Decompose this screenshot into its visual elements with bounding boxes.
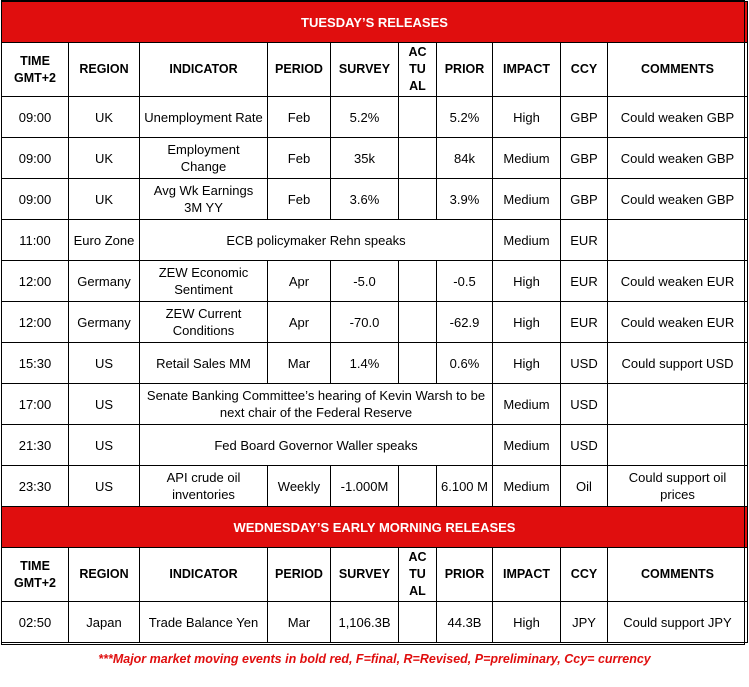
period-cell: Mar [268,602,331,643]
col-header-survey: SURVEY [331,548,399,602]
impact-cell: Medium [493,138,561,179]
indicator-cell: Employment Change [140,138,268,179]
prior-cell: -62.9 [437,302,493,343]
period-cell: Feb [268,179,331,220]
ccy-cell: JPY [561,602,608,643]
survey-cell: -5.0 [331,261,399,302]
ccy-cell: USD [561,343,608,384]
time-cell: 02:50 [2,602,69,643]
ccy-cell: EUR [561,220,608,261]
header-row [2,43,748,97]
actual-cell [399,302,437,343]
actual-header-line2: TU [409,62,426,76]
col-header-prior: PRIOR [437,548,493,602]
col-header-actual [399,43,437,97]
comments-cell: Could weaken EUR [608,302,748,343]
survey-cell: 1,106.3B [331,602,399,643]
time-cell: 11:00 [2,220,69,261]
survey-cell: -70.0 [331,302,399,343]
impact-cell: Medium [493,425,561,466]
table-row [2,602,748,643]
time-cell: 12:00 [2,261,69,302]
survey-cell: 35k [331,138,399,179]
region-cell: US [69,425,140,466]
period-cell: Mar [268,343,331,384]
table-row [2,343,748,384]
col-header-impact: IMPACT [493,548,561,602]
col-header-time [2,43,69,97]
impact-cell: High [493,602,561,643]
period-cell: Feb [268,97,331,138]
time-cell: 09:00 [2,138,69,179]
actual-cell [399,261,437,302]
time-header-line2: GMT+2 [13,70,57,85]
table-row [2,220,748,261]
table-row [2,97,748,138]
time-header-line1: TIME [20,558,50,573]
comments-cell [608,220,748,261]
ccy-cell: EUR [561,261,608,302]
comments-cell [608,384,748,425]
actual-header-line1: AC [408,550,427,564]
survey-cell: 1.4% [331,343,399,384]
event-cell: Fed Board Governor Waller speaks [140,425,493,466]
time-cell: 21:30 [2,425,69,466]
time-header-line1: TIME [20,53,50,68]
header-row [2,548,748,602]
col-header-prior: PRIOR [437,43,493,97]
indicator-cell: ZEW Current Conditions [140,302,268,343]
tuesday-banner: TUESDAY’S RELEASES [2,2,748,43]
actual-cell [399,179,437,220]
table-row [2,302,748,343]
region-cell: UK [69,138,140,179]
prior-cell: 0.6% [437,343,493,384]
col-header-comments: COMMENTS [608,43,748,97]
actual-cell [399,602,437,643]
region-cell: Euro Zone [69,220,140,261]
comments-cell: Could weaken EUR [608,261,748,302]
region-cell: US [69,466,140,507]
col-header-survey: SURVEY [331,43,399,97]
region-cell: US [69,384,140,425]
ccy-cell: USD [561,384,608,425]
comments-cell: Could support oil prices [608,466,748,507]
actual-header-line3: AL [409,79,426,93]
ccy-cell: GBP [561,179,608,220]
table-row [2,384,748,425]
impact-cell: Medium [493,466,561,507]
wednesday-banner: WEDNESDAY’S EARLY MORNING RELEASES [2,507,748,548]
col-header-region: REGION [69,43,140,97]
comments-cell: Could support USD [608,343,748,384]
col-header-indicator: INDICATOR [140,548,268,602]
table-row [2,466,748,507]
comments-cell: Could support JPY [608,602,748,643]
region-cell: UK [69,97,140,138]
actual-cell [399,466,437,507]
impact-cell: Medium [493,384,561,425]
table-row [2,261,748,302]
impact-cell: Medium [493,179,561,220]
col-header-time [2,548,69,602]
indicator-cell: Unemployment Rate [140,97,268,138]
prior-cell: 44.3B [437,602,493,643]
col-header-ccy: CCY [561,43,608,97]
region-cell: US [69,343,140,384]
impact-cell: High [493,261,561,302]
region-cell: Germany [69,261,140,302]
region-cell: UK [69,179,140,220]
ccy-cell: EUR [561,302,608,343]
col-header-actual [399,548,437,602]
col-header-impact: IMPACT [493,43,561,97]
footnote: ***Major market moving events in bold red, F=final, R=Revised, P=preliminary, Ccy= currency [98,652,651,666]
period-cell: Apr [268,261,331,302]
survey-cell: 5.2% [331,97,399,138]
indicator-cell: Retail Sales MM [140,343,268,384]
comments-cell: Could weaken GBP [608,97,748,138]
indicator-cell: Trade Balance Yen [140,602,268,643]
actual-header-line1: AC [408,45,427,59]
impact-cell: High [493,302,561,343]
event-cell: Senate Banking Committee’s hearing of Kevin Warsh to be next chair of the Federal Reserve [140,384,493,425]
indicator-cell: Avg Wk Earnings 3M YY [140,179,268,220]
time-cell: 17:00 [2,384,69,425]
period-cell: Apr [268,302,331,343]
time-cell: 12:00 [2,302,69,343]
time-cell: 23:30 [2,466,69,507]
ccy-cell: GBP [561,97,608,138]
region-cell: Germany [69,302,140,343]
survey-cell: -1.000M [331,466,399,507]
actual-header-line3: AL [409,584,426,598]
table-row [2,138,748,179]
time-cell: 09:00 [2,179,69,220]
period-cell: Feb [268,138,331,179]
prior-cell: 6.100 M [437,466,493,507]
col-header-ccy: CCY [561,548,608,602]
actual-cell [399,138,437,179]
col-header-region: REGION [69,548,140,602]
time-cell: 15:30 [2,343,69,384]
actual-cell [399,97,437,138]
col-header-comments: COMMENTS [608,548,748,602]
impact-cell: High [493,97,561,138]
col-header-period: PERIOD [268,43,331,97]
actual-header-line2: TU [409,567,426,581]
prior-cell: 84k [437,138,493,179]
ccy-cell: GBP [561,138,608,179]
ccy-cell: Oil [561,466,608,507]
time-cell: 09:00 [2,97,69,138]
col-header-period: PERIOD [268,548,331,602]
prior-cell: 5.2% [437,97,493,138]
impact-cell: High [493,343,561,384]
region-cell: Japan [69,602,140,643]
comments-cell [608,425,748,466]
comments-cell: Could weaken GBP [608,138,748,179]
indicator-cell: ZEW Economic Sentiment [140,261,268,302]
table-row [2,425,748,466]
period-cell: Weekly [268,466,331,507]
prior-cell: 3.9% [437,179,493,220]
comments-cell: Could weaken GBP [608,179,748,220]
col-header-indicator: INDICATOR [140,43,268,97]
event-cell: ECB policymaker Rehn speaks [140,220,493,261]
prior-cell: -0.5 [437,261,493,302]
actual-cell [399,343,437,384]
impact-cell: Medium [493,220,561,261]
ccy-cell: USD [561,425,608,466]
indicator-cell: API crude oil inventories [140,466,268,507]
survey-cell: 3.6% [331,179,399,220]
table-row [2,179,748,220]
releases-table [1,1,748,643]
time-header-line2: GMT+2 [13,575,57,590]
